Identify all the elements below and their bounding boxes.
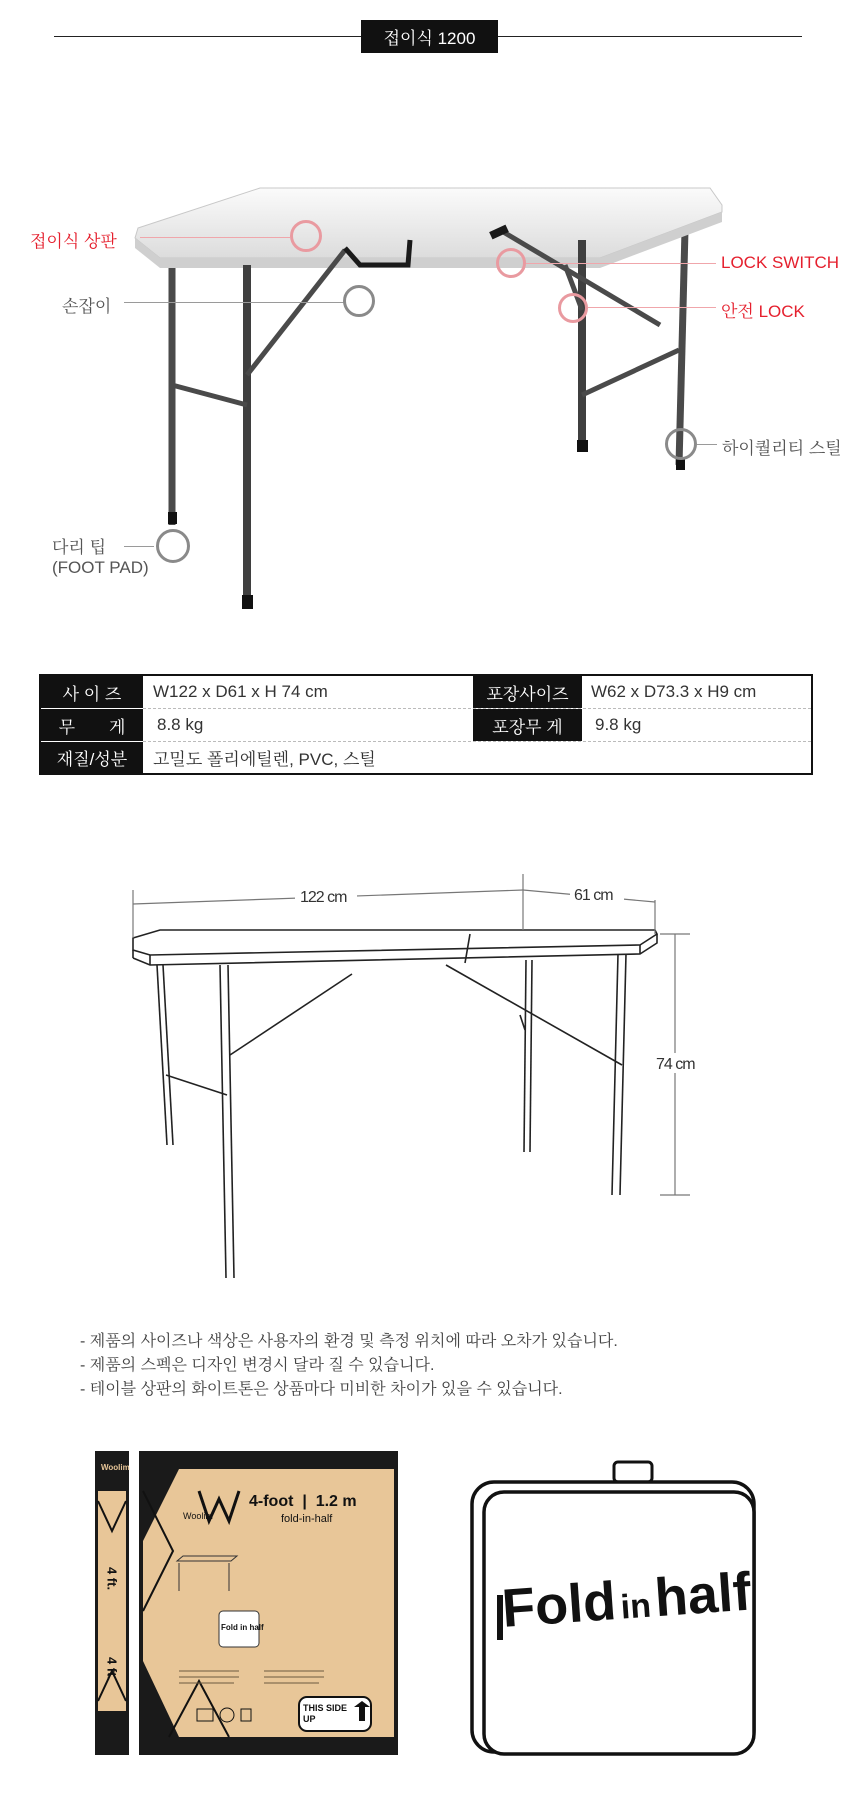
spec-pkg-size-value: W62 x D73.3 x H9 cm	[591, 682, 757, 701]
dim-depth-label: 61 cm	[574, 887, 613, 904]
box-side-art	[95, 1451, 129, 1755]
handle-leader-line	[124, 302, 344, 303]
box-side-panel	[95, 1451, 129, 1755]
steel-leader-line	[697, 444, 717, 445]
folded-label-fold: Fold	[500, 1571, 618, 1639]
spec-row-material	[41, 742, 811, 773]
side-brand: Woolim	[101, 1463, 130, 1472]
notice-list	[80, 1330, 618, 1402]
safety-lock-label: 안전 LOCK	[721, 302, 805, 321]
dim-width-label: 122 cm	[300, 889, 347, 906]
spec-table	[39, 674, 813, 775]
side-size-bottom: 4 ft.	[104, 1656, 120, 1681]
folded-label-in: in	[619, 1586, 653, 1627]
safety-lock-leader-line	[588, 307, 716, 308]
safety-lock-marker	[558, 293, 588, 323]
tabletop-leader-line	[140, 237, 290, 238]
foot-marker	[156, 529, 190, 563]
notice-item: - 제품의 사이즈나 색상은 사용자의 환경 및 측정 위치에 따라 오차가 있습니다.	[80, 1333, 618, 1350]
spec-weight-label: 무 게	[41, 709, 143, 741]
box-front-panel	[139, 1451, 398, 1755]
handle-label: 손잡이	[62, 297, 112, 316]
lock-switch-label: LOCK SWITCH	[721, 253, 840, 272]
spec-row-weight	[41, 709, 811, 741]
spec-material-value: 고밀도 폴리에틸렌, PVC, 스틸	[153, 750, 376, 769]
dimension-drawing	[0, 870, 860, 1290]
spec-size-label: 사 이 즈	[41, 676, 143, 708]
spec-size-value: W122 x D61 x H 74 cm	[153, 682, 328, 701]
folded-label-half: half	[652, 1561, 753, 1629]
page-title: 접이식 1200	[361, 20, 498, 53]
handle-marker	[343, 285, 375, 317]
spec-pkg-weight-label: 포장무 게	[473, 709, 582, 741]
lock-switch-marker	[496, 248, 526, 278]
this-side-up-label: THIS SIDE UP	[303, 1703, 348, 1724]
steel-label: 하이퀄리티 스틸	[722, 439, 842, 458]
spec-pkg-weight-value: 9.8 kg	[595, 715, 642, 734]
foot-label	[52, 538, 149, 578]
spec-pkg-size-label: 포장사이즈	[473, 676, 582, 708]
side-size-top: 4 ft.	[104, 1566, 120, 1591]
spec-row-size	[41, 676, 811, 708]
front-size-title: 4-foot | 1.2 m	[249, 1493, 357, 1510]
front-brand: Woolim	[183, 1511, 213, 1521]
lock-switch-leader-line	[526, 263, 716, 264]
notice-item: - 테이블 상판의 화이트톤은 상품마다 미비한 차이가 있을 수 있습니다.	[80, 1381, 563, 1398]
spec-weight-value: 8.8 kg	[157, 715, 204, 734]
foot-label-line2: (FOOT PAD)	[52, 558, 149, 577]
steel-marker	[665, 428, 697, 460]
dim-height-label: 74 cm	[656, 1056, 695, 1073]
tabletop-marker	[290, 220, 322, 252]
foot-label-line1: 다리 팁	[52, 538, 106, 557]
notice-item: - 제품의 스펙은 디자인 변경시 달라 질 수 있습니다.	[80, 1357, 435, 1374]
spec-material-label: 재질/성분	[41, 742, 143, 773]
tabletop-label: 접이식 상판	[30, 232, 117, 251]
front-subtitle: fold-in-half	[281, 1513, 333, 1525]
front-fold-badge: Fold in half	[221, 1623, 264, 1632]
